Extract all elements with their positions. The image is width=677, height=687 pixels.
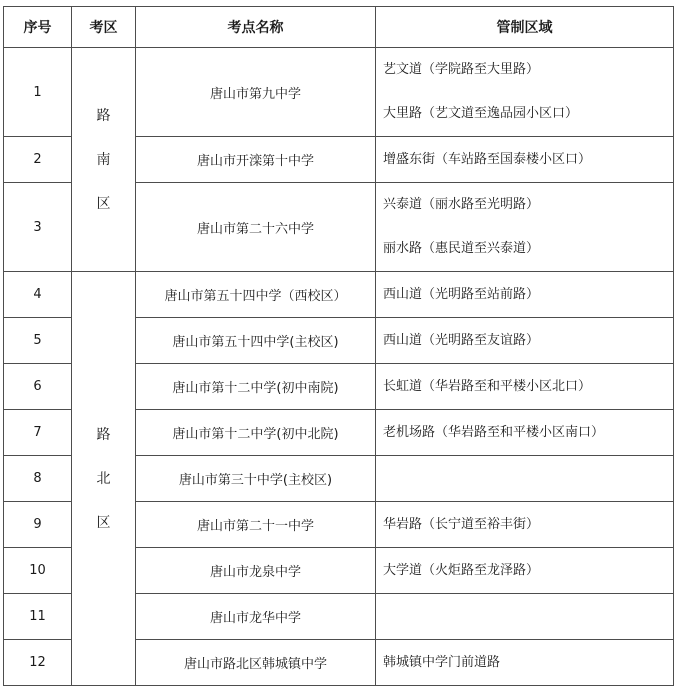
row-area xyxy=(376,183,674,272)
row-site: 唐山市第十二中学(初中南院) xyxy=(136,364,376,410)
area-line: 大里路（艺文道至逸品园小区口） xyxy=(383,106,579,121)
row-no: 12 xyxy=(4,640,72,686)
row-no: 7 xyxy=(4,410,72,456)
area-line: 西山道（光明路至站前路） xyxy=(383,286,540,302)
row-site: 唐山市龙泉中学 xyxy=(136,548,376,594)
row-no: 5 xyxy=(4,318,72,364)
row-area xyxy=(376,318,674,364)
area-line: 大学道（火炬路至龙泽路） xyxy=(383,562,540,578)
row-area xyxy=(376,48,674,137)
row-site: 唐山市第九中学 xyxy=(136,48,376,137)
row-no: 3 xyxy=(4,183,72,272)
table-row xyxy=(4,272,674,318)
zone-label-north: 路北区 xyxy=(96,426,111,531)
header-site: 考点名称 xyxy=(136,7,376,48)
row-no: 6 xyxy=(4,364,72,410)
area-line: 老机场路（华岩路至和平楼小区南口） xyxy=(383,424,605,440)
area-line: 兴泰道（丽水路至光明路） xyxy=(383,197,540,212)
row-area xyxy=(376,456,674,502)
row-no: 8 xyxy=(4,456,72,502)
row-site: 唐山市第三十中学(主校区) xyxy=(136,456,376,502)
area-line: 韩城镇中学门前道路 xyxy=(383,654,501,670)
row-area xyxy=(376,640,674,686)
header-area: 管制区域 xyxy=(376,7,674,48)
row-area xyxy=(376,594,674,640)
row-no: 1 xyxy=(4,48,72,137)
area-line: 艺文道（学院路至大里路） xyxy=(383,62,540,77)
row-site: 唐山市第五十四中学(主校区) xyxy=(136,318,376,364)
row-site: 唐山市龙华中学 xyxy=(136,594,376,640)
row-site: 唐山市第二十一中学 xyxy=(136,502,376,548)
row-area xyxy=(376,137,674,183)
row-site: 唐山市路北区韩城镇中学 xyxy=(136,640,376,686)
row-no: 11 xyxy=(4,594,72,640)
header-zone: 考区 xyxy=(72,7,136,48)
area-line: 长虹道（华岩路至和平楼小区北口） xyxy=(383,378,592,394)
row-no: 4 xyxy=(4,272,72,318)
row-site: 唐山市开滦第十中学 xyxy=(136,137,376,183)
row-no: 9 xyxy=(4,502,72,548)
table-row xyxy=(4,48,674,137)
row-area xyxy=(376,548,674,594)
row-site: 唐山市第十二中学(初中北院) xyxy=(136,410,376,456)
row-no: 10 xyxy=(4,548,72,594)
area-line: 增盛东街（车站路至国泰楼小区口） xyxy=(383,151,592,167)
table-header-row xyxy=(4,7,674,48)
row-area xyxy=(376,502,674,548)
traffic-control-table xyxy=(3,6,674,686)
zone-label-south: 路南区 xyxy=(96,107,111,212)
area-line: 华岩路（长宁道至裕丰街） xyxy=(383,516,540,532)
row-no: 2 xyxy=(4,137,72,183)
row-site: 唐山市第五十四中学（西校区） xyxy=(136,272,376,318)
zone-cell-north xyxy=(72,272,136,686)
area-line: 西山道（光明路至友谊路） xyxy=(383,332,540,348)
zone-cell-south xyxy=(72,48,136,272)
area-line: 丽水路（惠民道至兴泰道） xyxy=(383,241,540,256)
row-area xyxy=(376,410,674,456)
header-no: 序号 xyxy=(4,7,72,48)
row-site: 唐山市第二十六中学 xyxy=(136,183,376,272)
row-area xyxy=(376,272,674,318)
row-area xyxy=(376,364,674,410)
